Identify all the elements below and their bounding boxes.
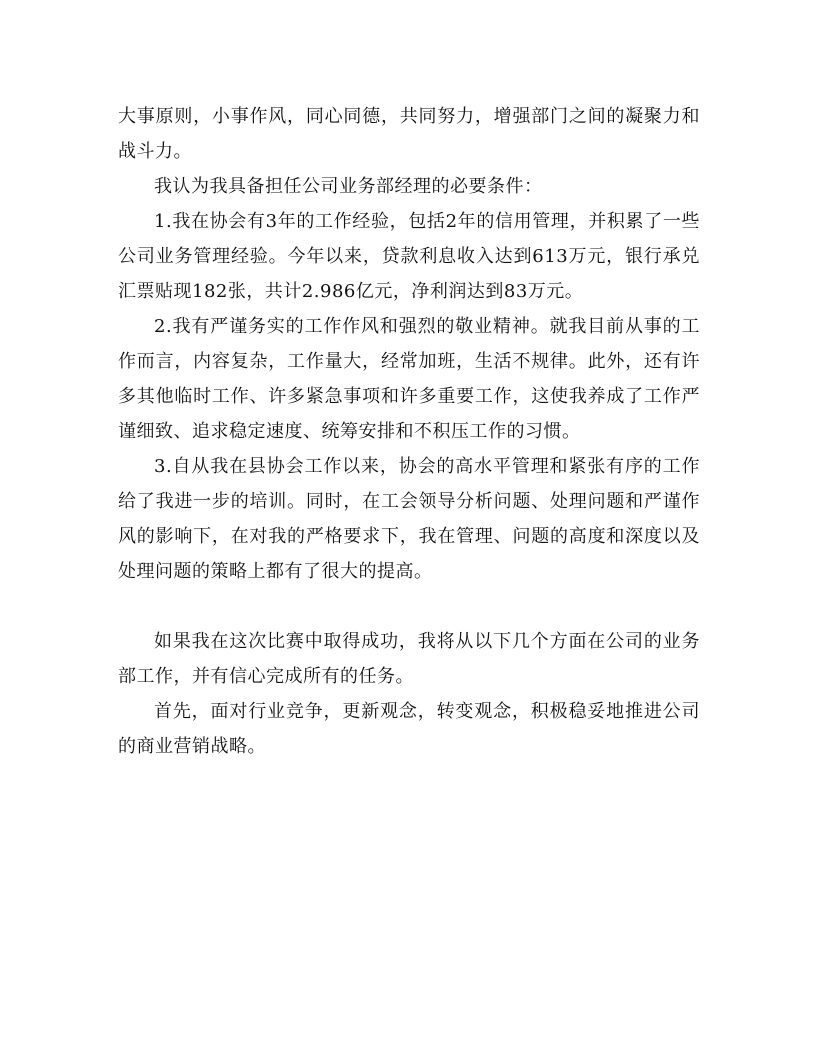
blank-line [118,589,700,624]
paragraph-plan-first: 首先，面对行业竞争，更新观念，转变观念，积极稳妥地推进公司的商业营销战略。 [118,701,700,757]
document-body [118,99,700,764]
paragraph-conditions-intro: 我认为我具备担任公司业务部经理的必要条件： [154,176,543,197]
paragraph-condition-3: 3.自从我在县协会工作以来，协会的高水平管理和紧张有序的工作给了我进一步的培训。同时，在工会领导分析问题、处理问题和严谨作风的影响下，在对我的严格要求下，我在管理、问题的高度和深度以及处理问题的策略上都有了很大的提高。 [118,456,700,582]
paragraph-condition-2: 2.我有严谨务实的工作作风和强烈的敬业精神。就我目前从事的工作而言，内容复杂，工作量大，经常加班，生活不规律。此外，还有许多其他临时工作、许多紧急事项和许多重要工作，这使我养成了工作严谨细致、追求稳定速度、统筹安排和不积压工作的习惯。 [118,316,700,442]
paragraph-condition-1: 1.我在协会有3年的工作经验，包括2年的信用管理，并积累了一些公司业务管理经验。今年以来，贷款利息收入达到613万元，银行承兑汇票贴现182张，共计2.986亿元，净利润达到83万元。 [118,211,700,302]
paragraph-plan-intro: 如果我在这次比赛中取得成功，我将从以下几个方面在公司的业务部工作，并有信心完成所有的任务。 [118,631,700,687]
paragraph-continuation: 大事原则，小事作风，同心同德，共同努力，增强部门之间的凝聚力和战斗力。 [118,106,700,162]
